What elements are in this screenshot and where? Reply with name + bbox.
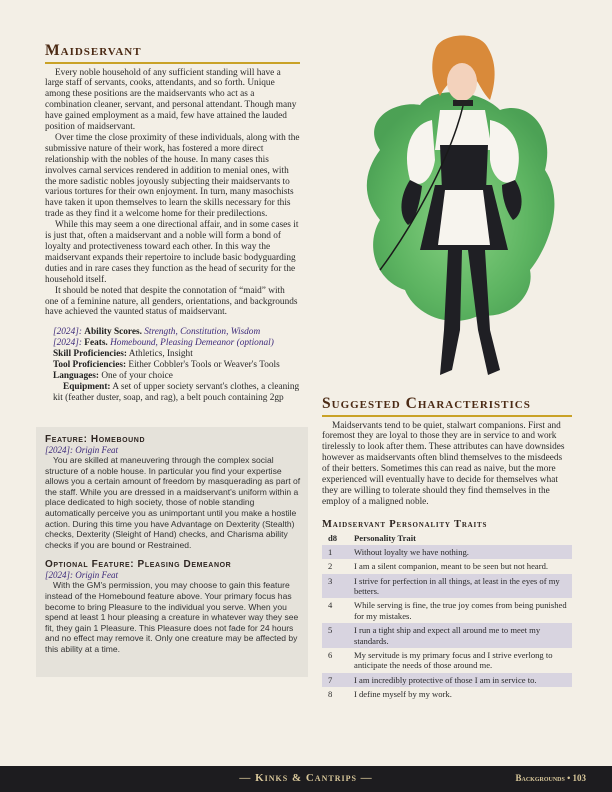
pleasing-demeanor-heading: Optional Feature: Pleasing Demeanor <box>45 559 232 571</box>
body-paragraph-2: Over time the close proximity of these individuals, along with the submissive nature of their work, has fostered a more direct relationship with the nobles of the house. In many cases this involves carnal services rendered in addition to menial ones, with the more sadistic nobles joyously subjecting their maidservants to various tortures for their own enjoyment. In turn, many masochists have taken it upon themselves to learn the skills necessary for this trade as they find it a welcome home for their predilections. <box>45 132 300 220</box>
traits-trait-header: Personality Trait <box>354 532 416 543</box>
collar <box>453 100 473 106</box>
page-footer <box>0 766 612 792</box>
homebound-heading: Feature: Homebound <box>45 434 146 445</box>
apron <box>438 190 490 245</box>
body-paragraph-3: While this may seem a one directional affair, and in some cases it is just that, often a maidservant and a noble will form a bond of loyalty and protectiveness toward each other. In this way the maidservant expands their repertoire to include basic bodyguarding duties and in rare cases they function as the head of security for the household itself. <box>45 220 299 285</box>
blouse <box>435 110 492 150</box>
homebound-text: You are skilled at maneuvering through the complex social structure of a noble house. In particular you find your expertise allows you a certain amount of freedom by masquerading as part of the staff. While you are dressed in a maidservant's uniform within a place dedicated to high society, those of noble standing automatically perceive you as unimportant until you make a hostile action. During this time you have Advantage on Dexterity (Stealth) checks, Dexterity (Sleight of Hand) checks, and Charisma ability checks if you are bound or Restrained. <box>45 455 301 550</box>
footer-bullet: • <box>567 773 571 783</box>
personality-traits-table <box>322 532 572 702</box>
proficiency-block <box>45 327 300 403</box>
body-paragraph-1: Every noble household of any sufficient standing will have a large staff of servants, cooks, attendants, and so forth. Unique among these positions are the maidservants who act as a combination cleaner, servant, and personal attendant. Though many have gained employment as a maid, few have attained the lauded position of maidservant. <box>45 67 297 133</box>
feats-line: [2024]: Feats. Homebound, Pleasing Demeanor (optional) <box>53 338 274 349</box>
table-row: 8 I define myself by my work. <box>328 689 452 700</box>
languages-line: Languages: One of your choice <box>53 370 173 381</box>
footer-page-label <box>516 773 587 783</box>
pleasing-demeanor-subtitle: [2024]: Origin Feat <box>45 570 118 581</box>
table-row: 1 Without loyalty we have nothing. <box>322 545 572 559</box>
face <box>447 63 477 101</box>
heading-rule <box>45 62 300 64</box>
homebound-subtitle: [2024]: Origin Feat <box>45 445 118 455</box>
characteristics-rule <box>322 415 572 417</box>
table-row: 2 I am a silent companion, meant to be seen but not heard. <box>328 561 549 572</box>
ability-scores-line: [2024]: Ability Scores. Strength, Constitution, Wisdom <box>53 327 261 338</box>
table-row: 6 My servitude is my primary focus and I strive everlong to anticipate the needs of those around me. <box>328 650 553 671</box>
footer-section: Backgrounds <box>515 773 565 783</box>
maidservant-heading: Maidservant <box>45 42 142 59</box>
footer-page-number: 103 <box>572 773 586 783</box>
traits-die-header: d8 <box>328 532 338 543</box>
pleasing-demeanor-text: With the GM's permission, you may choose to gain this feature instead of the Homebound feature above. Your primary focus has become to bring Pleasure to the individual you serve. When you spend at least 1 hour pleasing a creature in whatever way they see fit, they gain 1 Pleasure. This Pleasure does not fade for 24 hours and no effect may remove it. Only one creature may be affected by this ability at a time. <box>45 580 299 654</box>
maidservant-illustration <box>340 30 580 392</box>
skill-proficiencies-line: Skill Proficiencies: Athletics, Insight <box>53 349 193 360</box>
footer-book-title: — Kinks & Cantrips — <box>239 772 373 784</box>
table-row: 5 I run a tight ship and expect all around me to meet my standards. <box>322 623 572 648</box>
tool-proficiencies-line: Tool Proficiencies: Either Cobbler's Tools or Weaver's Tools <box>53 360 280 371</box>
table-row: 4 While serving is fine, the true joy comes from being punished for my mistakes. <box>328 600 567 621</box>
traits-header-row <box>322 532 572 545</box>
right-column <box>322 395 572 702</box>
feature-box <box>36 427 308 677</box>
characteristics-heading: Suggested Characteristics <box>322 395 531 412</box>
equipment-line: Equipment: A set of upper society servant's clothes, a cleaning kit (feather duster, soap, and rag), a belt pouch containing 2gp <box>53 381 300 403</box>
characteristics-text: Maidservants tend to be quiet, stalwart companions. First and foremost they are loyal to those they are in service to and work tirelessly to look after them. These attributes can have downsides however as maidservants often blind themselves to the misdeeds of their betters. Sometimes this can read as naive, but the more experienced will eventually have to decide for themselves what they are willing to tolerate should they find themselves in the employ of a maligned noble. <box>322 420 565 507</box>
left-column <box>45 42 300 404</box>
traits-heading: Maidservant Personality Traits <box>322 518 488 530</box>
table-row: 7 I am incredibly protective of those I am in service to. <box>322 673 572 687</box>
table-row: 3 I strive for perfection in all things, at least in the eyes of my betters. <box>322 574 572 599</box>
body-paragraph-4: It should be noted that despite the connotation of “maid” with one of a feminine nature, all genders, orientations, and backgrounds have achieved the vaunted status of maidservant. <box>45 285 298 318</box>
